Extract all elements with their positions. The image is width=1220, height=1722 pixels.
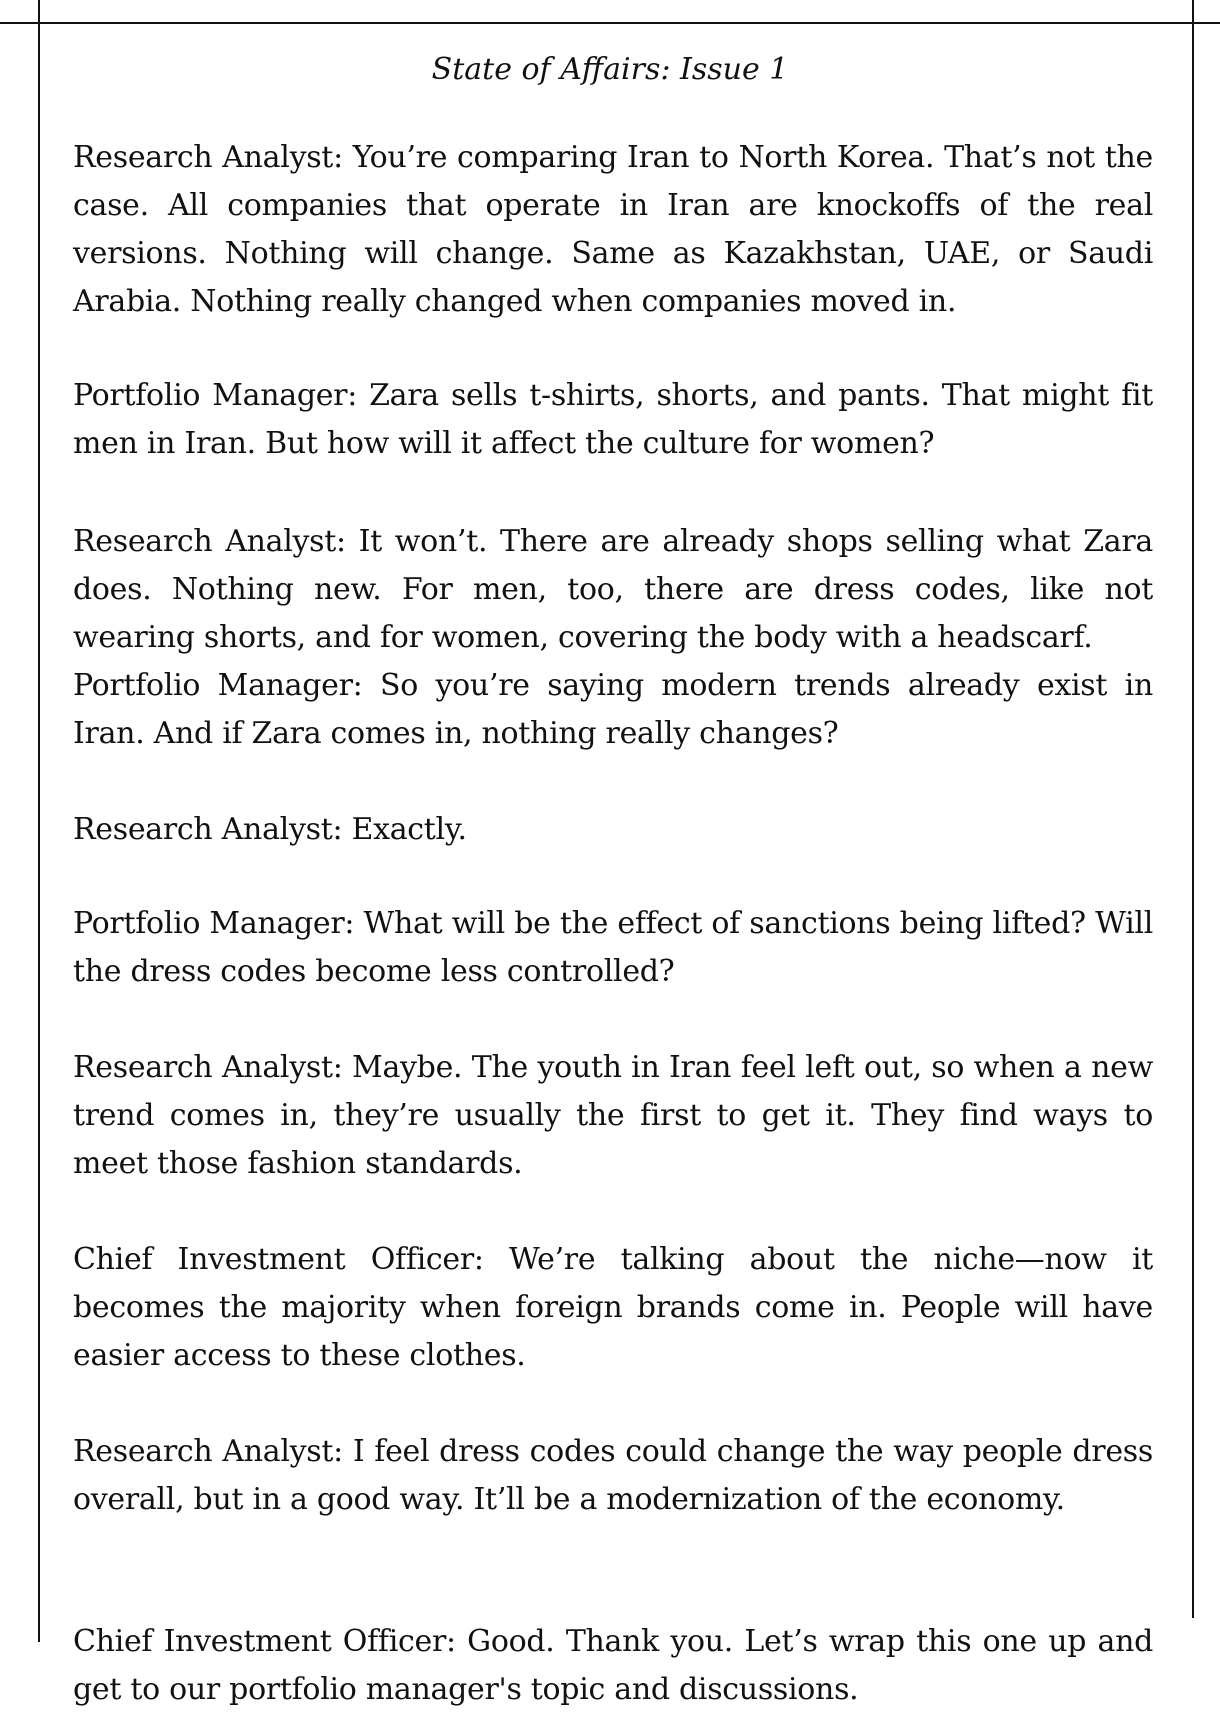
dialogue-paragraph: Chief Investment Officer: Good. Thank you. Let’s wrap this one up and get to our portfolio manager's topic and discussions. — [73, 1624, 1153, 1707]
dialogue-paragraph: Chief Investment Officer: We’re talking about the niche—now it becomes the majority when foreign brands come in. People will have easier access to these clothes. — [73, 1242, 1153, 1373]
left-border-line — [38, 0, 40, 1642]
dialogue-paragraph: Research Analyst: You’re comparing Iran to North Korea. That’s not the case. All companies that operate in Iran are knockoffs of the real versions. Nothing will change. Same as Kazakhstan, UAE, or Saudi Arabia. Nothing really changed when companies moved in. — [73, 140, 1153, 319]
dialogue-paragraph: Portfolio Manager: So you’re saying modern trends already exist in Iran. And if Zara comes in, nothing really changes? — [73, 668, 1153, 751]
dialogue-paragraph: Research Analyst: Maybe. The youth in Iran feel left out, so when a new trend comes in, they’re usually the first to get it. They find ways to meet those fashion standards. — [73, 1050, 1153, 1181]
right-border-line — [1192, 0, 1194, 1618]
dialogue-paragraph: Research Analyst: Exactly. — [73, 812, 467, 847]
dialogue-paragraph: Research Analyst: It won’t. There are already shops selling what Zara does. Nothing new. For men, too, there are dress codes, like not wearing shorts, and for women, covering the body with a headscarf. — [73, 524, 1153, 655]
top-border-line — [0, 22, 1220, 24]
page-title: State of Affairs: Issue 1 — [431, 52, 789, 87]
dialogue-paragraph: Research Analyst: I feel dress codes could change the way people dress overall, but in a good way. It’ll be a modernization of the economy. — [73, 1434, 1153, 1517]
dialogue-paragraph: Portfolio Manager: What will be the effect of sanctions being lifted? Will the dress codes become less controlled? — [73, 906, 1153, 989]
dialogue-paragraph: Portfolio Manager: Zara sells t-shirts, shorts, and pants. That might fit men in Iran. But how will it affect the culture for women? — [73, 378, 1153, 461]
